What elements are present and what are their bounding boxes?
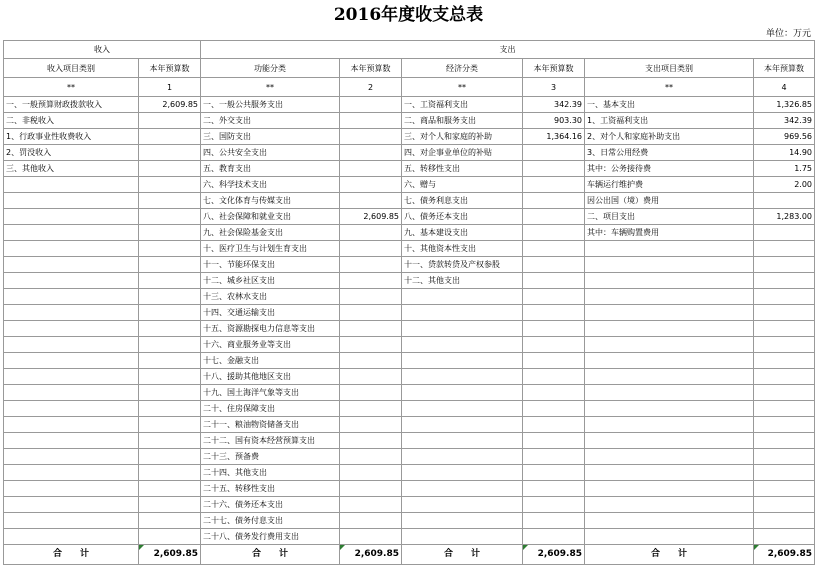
economic-label [402, 513, 523, 529]
col-header-economic: 经济分类 [402, 59, 523, 78]
economic-value [523, 433, 585, 449]
income-value [139, 225, 201, 241]
economic-label: 九、基本建设支出 [402, 225, 523, 241]
expense-value: 14.90 [754, 145, 815, 161]
table-row [4, 273, 815, 289]
function-label: 一、一般公共服务支出 [201, 97, 340, 113]
function-label: 七、文化体育与传媒支出 [201, 193, 340, 209]
function-value [340, 305, 402, 321]
function-value [340, 193, 402, 209]
expense-value [754, 321, 815, 337]
table-row [4, 305, 815, 321]
function-label: 二十一、粮油物资储备支出 [201, 417, 340, 433]
economic-label: 十一、贷款转贷及产权参股 [402, 257, 523, 273]
expense-label [585, 513, 754, 529]
function-value [340, 385, 402, 401]
expense-value [754, 305, 815, 321]
income-label [4, 305, 139, 321]
income-value [139, 385, 201, 401]
income-label [4, 481, 139, 497]
expense-value [754, 513, 815, 529]
expense-label [585, 337, 754, 353]
economic-value: 903.30 [523, 113, 585, 129]
function-label: 二十二、国有资本经营预算支出 [201, 433, 340, 449]
expense-label [585, 289, 754, 305]
table-row [4, 289, 815, 305]
function-label: 四、公共安全支出 [201, 145, 340, 161]
function-value [340, 449, 402, 465]
table-row [4, 385, 815, 401]
expense-label [585, 433, 754, 449]
function-label: 十六、商业服务业等支出 [201, 337, 340, 353]
mark-col-1: 1 [139, 78, 201, 97]
col-header-function: 功能分类 [201, 59, 340, 78]
income-label: 1、行政事业性收费收入 [4, 129, 139, 145]
income-value [139, 273, 201, 289]
function-value [340, 241, 402, 257]
economic-value [523, 145, 585, 161]
expense-label [585, 465, 754, 481]
col-header-budget-3: 本年预算数 [523, 59, 585, 78]
income-value [139, 161, 201, 177]
economic-label [402, 449, 523, 465]
income-value [139, 433, 201, 449]
page-title: 2016年度收支总表 [333, 5, 484, 25]
income-value [139, 209, 201, 225]
income-label [4, 449, 139, 465]
income-value [139, 113, 201, 129]
income-value [139, 369, 201, 385]
income-section-header: 收入 [4, 41, 201, 59]
expense-value: 969.56 [754, 129, 815, 145]
function-value [340, 433, 402, 449]
table-row [4, 401, 815, 417]
expense-section-header: 支出 [201, 41, 815, 59]
income-label [4, 465, 139, 481]
table-row [4, 145, 815, 161]
function-label: 十二、城乡社区支出 [201, 273, 340, 289]
table-row [4, 129, 815, 145]
income-label [4, 401, 139, 417]
mark-stars: ** [4, 78, 139, 97]
function-label: 二十四、其他支出 [201, 465, 340, 481]
expense-label [585, 481, 754, 497]
economic-value [523, 529, 585, 545]
economic-value [523, 401, 585, 417]
economic-value [523, 273, 585, 289]
total-label: 合 计 [4, 545, 139, 565]
expense-label [585, 417, 754, 433]
income-label [4, 513, 139, 529]
income-label [4, 289, 139, 305]
expense-value [754, 225, 815, 241]
economic-value [523, 241, 585, 257]
function-value: 2,609.85 [340, 209, 402, 225]
unit-label: 单位：万元 [765, 29, 811, 39]
expense-value: 1.75 [754, 161, 815, 177]
income-value [139, 337, 201, 353]
function-label: 五、教育支出 [201, 161, 340, 177]
income-value [139, 193, 201, 209]
function-value [340, 401, 402, 417]
function-label: 八、社会保障和就业支出 [201, 209, 340, 225]
table-row [4, 177, 815, 193]
expense-value [754, 337, 815, 353]
expense-value [754, 401, 815, 417]
expense-value [754, 257, 815, 273]
income-value [139, 145, 201, 161]
table-row [4, 433, 815, 449]
economic-label [402, 337, 523, 353]
economic-label: 八、债务还本支出 [402, 209, 523, 225]
function-value [340, 113, 402, 129]
economic-value [523, 385, 585, 401]
function-value [340, 481, 402, 497]
expense-label: 二、项目支出 [585, 209, 754, 225]
function-label: 二、外交支出 [201, 113, 340, 129]
expense-value [754, 449, 815, 465]
expense-value: 2.00 [754, 177, 815, 193]
income-value [139, 177, 201, 193]
income-value [139, 289, 201, 305]
function-value [340, 497, 402, 513]
income-value [139, 321, 201, 337]
mark-stars: ** [585, 78, 754, 97]
function-label: 十四、交通运输支出 [201, 305, 340, 321]
table-row [4, 193, 815, 209]
function-label: 十、医疗卫生与计划生育支出 [201, 241, 340, 257]
economic-label [402, 353, 523, 369]
col-header-budget-4: 本年预算数 [754, 59, 815, 78]
economic-label [402, 289, 523, 305]
function-value [340, 289, 402, 305]
function-value [340, 257, 402, 273]
economic-label [402, 417, 523, 433]
income-label [4, 209, 139, 225]
expense-value [754, 385, 815, 401]
table-row [4, 465, 815, 481]
expense-label [585, 273, 754, 289]
expense-value [754, 433, 815, 449]
income-label [4, 225, 139, 241]
mark-col-4: 4 [754, 78, 815, 97]
economic-value [523, 321, 585, 337]
total-expense: 2,609.85 [754, 545, 815, 565]
economic-value [523, 353, 585, 369]
total-label: 合 计 [201, 545, 340, 565]
expense-label [585, 305, 754, 321]
function-value [340, 353, 402, 369]
table-row [4, 529, 815, 545]
function-value [340, 177, 402, 193]
function-label: 三、国防支出 [201, 129, 340, 145]
expense-label: 其中：车辆购置费用 [585, 225, 754, 241]
economic-label [402, 369, 523, 385]
economic-value [523, 193, 585, 209]
function-label: 二十、住房保障支出 [201, 401, 340, 417]
income-label [4, 337, 139, 353]
income-value [139, 465, 201, 481]
expense-label: 2、对个人和家庭补助支出 [585, 129, 754, 145]
economic-label [402, 401, 523, 417]
function-label: 二十五、转移性支出 [201, 481, 340, 497]
expense-label [585, 241, 754, 257]
economic-value [523, 369, 585, 385]
total-income: 2,609.85 [139, 545, 201, 565]
economic-value: 342.39 [523, 97, 585, 113]
expense-value [754, 353, 815, 369]
table-row [4, 481, 815, 497]
expense-label [585, 369, 754, 385]
income-label [4, 321, 139, 337]
economic-label: 一、工资福利支出 [402, 97, 523, 113]
economic-label [402, 481, 523, 497]
economic-value [523, 465, 585, 481]
total-row [4, 545, 815, 565]
col-header-expense-type: 支出项目类别 [585, 59, 754, 78]
function-label: 十八、援助其他地区支出 [201, 369, 340, 385]
income-label [4, 257, 139, 273]
table-row [4, 209, 815, 225]
function-label: 十一、节能环保支出 [201, 257, 340, 273]
economic-label [402, 305, 523, 321]
expense-value [754, 241, 815, 257]
col-header-budget-1: 本年预算数 [139, 59, 201, 78]
table-row [4, 513, 815, 529]
mark-stars: ** [201, 78, 340, 97]
income-label [4, 193, 139, 209]
economic-value [523, 337, 585, 353]
expense-value [754, 417, 815, 433]
income-label [4, 353, 139, 369]
expense-label: 其中：公务接待费 [585, 161, 754, 177]
function-label: 六、科学技术支出 [201, 177, 340, 193]
economic-value [523, 305, 585, 321]
function-label: 二十六、债务还本支出 [201, 497, 340, 513]
income-label [4, 433, 139, 449]
economic-value [523, 289, 585, 305]
col-header-income-type: 收入项目类别 [4, 59, 139, 78]
expense-label: 一、基本支出 [585, 97, 754, 113]
function-value [340, 465, 402, 481]
income-label [4, 241, 139, 257]
function-value [340, 145, 402, 161]
expense-label: 1、工资福利支出 [585, 113, 754, 129]
income-value [139, 257, 201, 273]
function-label: 十七、金融支出 [201, 353, 340, 369]
expense-label [585, 449, 754, 465]
budget-table [3, 40, 815, 565]
table-row [4, 321, 815, 337]
expense-value: 342.39 [754, 113, 815, 129]
function-label: 二十八、债务发行费用支出 [201, 529, 340, 545]
table-row [4, 161, 815, 177]
economic-value [523, 449, 585, 465]
expense-value [754, 273, 815, 289]
income-label: 二、非税收入 [4, 113, 139, 129]
table-row [4, 369, 815, 385]
economic-value [523, 257, 585, 273]
income-label [4, 273, 139, 289]
income-label [4, 385, 139, 401]
income-value [139, 529, 201, 545]
total-label: 合 计 [402, 545, 523, 565]
function-value [340, 161, 402, 177]
expense-value: 1,283.00 [754, 209, 815, 225]
income-value [139, 417, 201, 433]
function-value [340, 97, 402, 113]
economic-label [402, 529, 523, 545]
economic-label [402, 465, 523, 481]
expense-value [754, 289, 815, 305]
income-label: 三、其他收入 [4, 161, 139, 177]
expense-value: 1,326.85 [754, 97, 815, 113]
income-value [139, 353, 201, 369]
function-label: 十九、国土海洋气象等支出 [201, 385, 340, 401]
economic-label [402, 321, 523, 337]
total-label: 合 计 [585, 545, 754, 565]
income-value [139, 241, 201, 257]
table-row [4, 497, 815, 513]
economic-label [402, 497, 523, 513]
income-label [4, 529, 139, 545]
function-value [340, 369, 402, 385]
expense-value [754, 193, 815, 209]
income-label: 2、罚没收入 [4, 145, 139, 161]
table-row [4, 257, 815, 273]
income-value [139, 497, 201, 513]
expense-value [754, 481, 815, 497]
economic-label: 二、商品和服务支出 [402, 113, 523, 129]
expense-label [585, 257, 754, 273]
expense-label [585, 385, 754, 401]
mark-col-2: 2 [340, 78, 402, 97]
economic-value [523, 513, 585, 529]
expense-value [754, 497, 815, 513]
income-value [139, 481, 201, 497]
income-label [4, 497, 139, 513]
function-value [340, 129, 402, 145]
table-row [4, 225, 815, 241]
economic-label: 三、对个人和家庭的补助 [402, 129, 523, 145]
table-row [4, 113, 815, 129]
expense-label [585, 497, 754, 513]
mark-col-3: 3 [523, 78, 585, 97]
income-label [4, 417, 139, 433]
economic-value [523, 481, 585, 497]
income-value [139, 129, 201, 145]
table-row [4, 417, 815, 433]
mark-stars: ** [402, 78, 523, 97]
economic-label [402, 433, 523, 449]
table-row [4, 241, 815, 257]
expense-label [585, 529, 754, 545]
function-value [340, 337, 402, 353]
income-label [4, 177, 139, 193]
table-row [4, 97, 815, 113]
col-header-budget-2: 本年预算数 [340, 59, 402, 78]
income-label [4, 369, 139, 385]
economic-label [402, 385, 523, 401]
economic-value [523, 209, 585, 225]
function-label: 二十三、预备费 [201, 449, 340, 465]
expense-value [754, 369, 815, 385]
table-row [4, 449, 815, 465]
expense-label [585, 401, 754, 417]
function-value [340, 273, 402, 289]
economic-value [523, 225, 585, 241]
expense-label: 3、日常公用经费 [585, 145, 754, 161]
table-row [4, 337, 815, 353]
function-label: 二十七、债务付息支出 [201, 513, 340, 529]
income-label: 一、一般预算财政拨款收入 [4, 97, 139, 113]
economic-value [523, 161, 585, 177]
economic-label: 七、债务利息支出 [402, 193, 523, 209]
economic-label: 六、赠与 [402, 177, 523, 193]
expense-label [585, 353, 754, 369]
income-value [139, 401, 201, 417]
economic-value [523, 177, 585, 193]
function-value [340, 529, 402, 545]
income-value [139, 513, 201, 529]
function-value [340, 225, 402, 241]
total-economic: 2,609.85 [523, 545, 585, 565]
economic-label: 四、对企事业单位的补贴 [402, 145, 523, 161]
economic-value [523, 417, 585, 433]
function-label: 十五、资源勘探电力信息等支出 [201, 321, 340, 337]
expense-label: 因公出国（境）费用 [585, 193, 754, 209]
income-value [139, 305, 201, 321]
economic-label: 十二、其他支出 [402, 273, 523, 289]
economic-value: 1,364.16 [523, 129, 585, 145]
expense-value [754, 529, 815, 545]
income-value [139, 449, 201, 465]
function-value [340, 417, 402, 433]
function-value [340, 513, 402, 529]
expense-label [585, 321, 754, 337]
economic-value [523, 497, 585, 513]
expense-label: 车辆运行维护费 [585, 177, 754, 193]
income-value: 2,609.85 [139, 97, 201, 113]
function-label: 十三、农林水支出 [201, 289, 340, 305]
total-function: 2,609.85 [340, 545, 402, 565]
economic-label: 五、转移性支出 [402, 161, 523, 177]
function-label: 九、社会保险基金支出 [201, 225, 340, 241]
expense-value [754, 465, 815, 481]
economic-label: 十、其他资本性支出 [402, 241, 523, 257]
function-value [340, 321, 402, 337]
table-row [4, 353, 815, 369]
